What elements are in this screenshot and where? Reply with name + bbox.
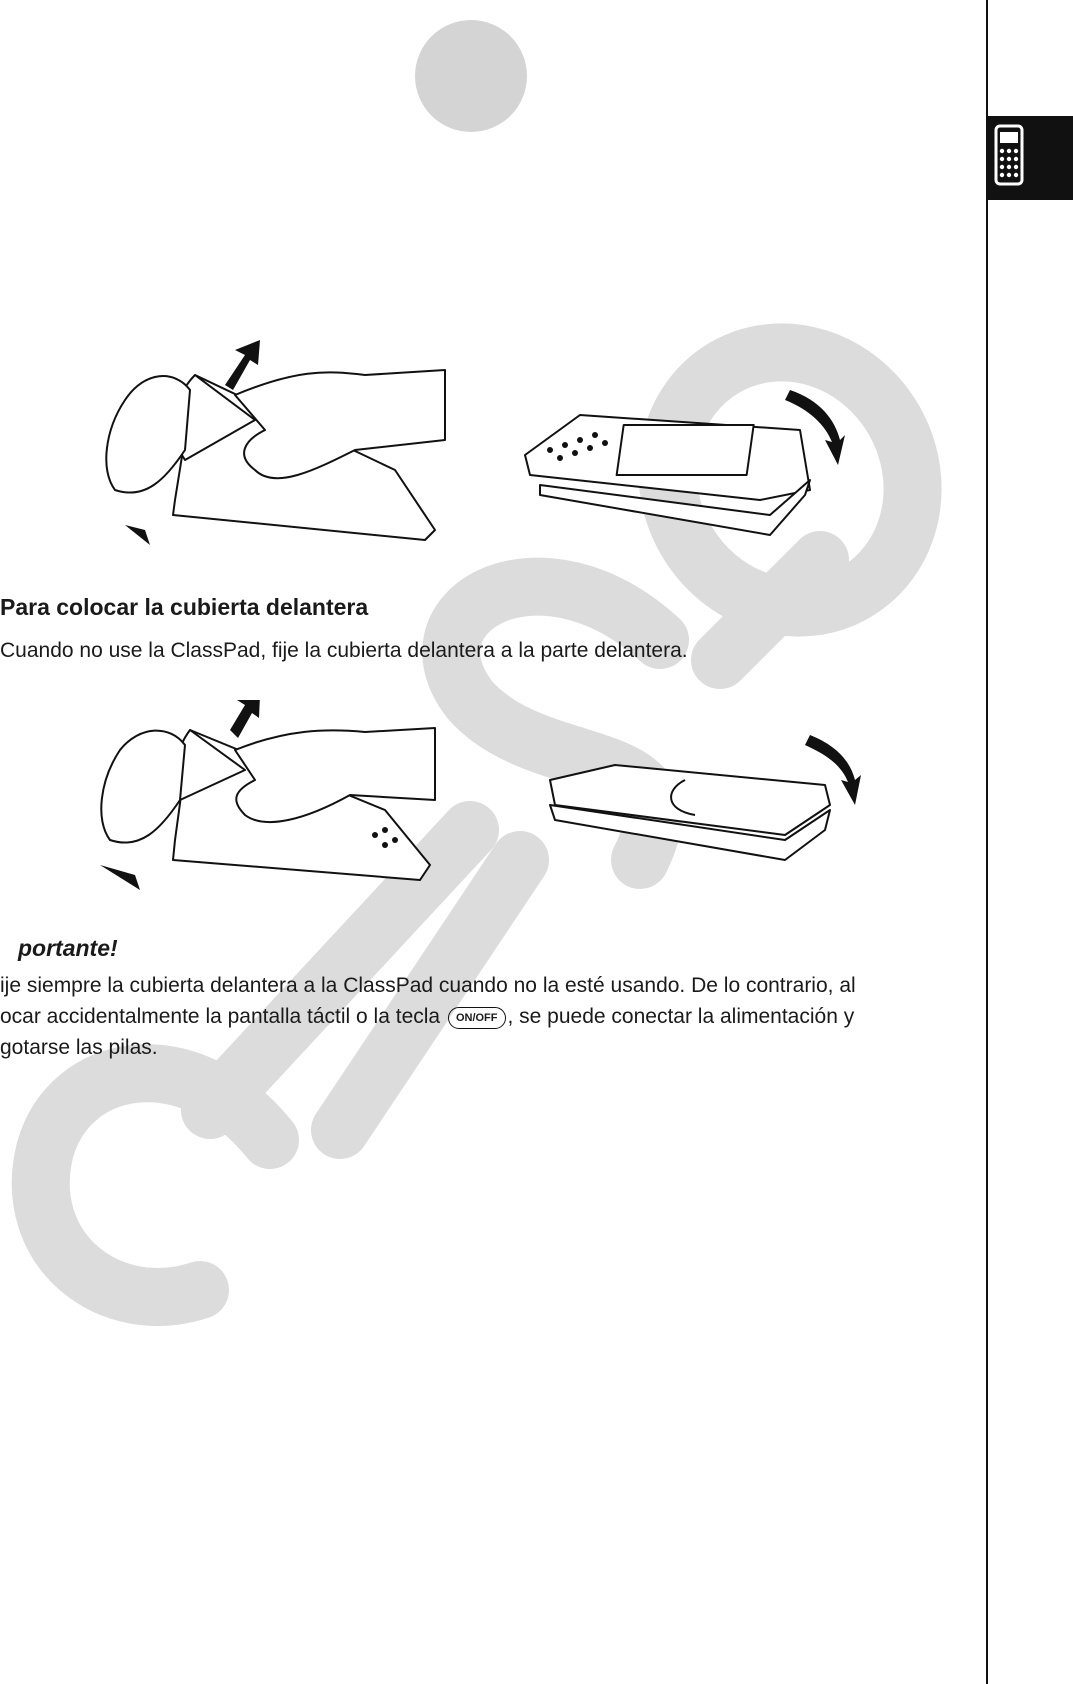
page-marker-circle xyxy=(415,20,527,132)
on-off-key-icon: ON/OFF xyxy=(448,1007,506,1029)
instruction-text: Cuando no use la ClassPad, fije la cubierta delantera a la parte delantera. xyxy=(0,639,688,662)
note-line-2 xyxy=(0,1001,856,1032)
note-line-3: gotarse las pilas. xyxy=(0,1036,158,1059)
arrow-up-icon xyxy=(230,700,260,738)
note-line-2-end: , se puede conectar la alimentación y xyxy=(507,1005,855,1028)
arrow-down-icon xyxy=(105,520,150,545)
chapter-tab xyxy=(988,116,1073,200)
closed-cover-illustration xyxy=(545,730,865,890)
calculator-cover-illustration xyxy=(520,380,850,540)
remove-cover-hands-illustration xyxy=(95,340,455,555)
arrow-up-icon xyxy=(225,340,260,390)
important-title: portante! xyxy=(18,935,118,961)
note-line-1: ije siempre la cubierta delantera a la ClassPad cuando no la esté usando. De lo contrario, al xyxy=(0,974,856,997)
calculator-icon xyxy=(988,116,1073,200)
watermark-text xyxy=(0,0,1,1)
right-margin-rule xyxy=(986,0,988,1684)
attach-cover-hands-illustration xyxy=(85,700,445,895)
important-note xyxy=(0,970,856,1063)
arrow-down-icon xyxy=(100,865,140,890)
section-heading: Para colocar la cubierta delantera xyxy=(0,594,369,620)
note-line-2-start: ocar accidentalmente la pantalla táctil o la tecla xyxy=(0,1005,441,1028)
